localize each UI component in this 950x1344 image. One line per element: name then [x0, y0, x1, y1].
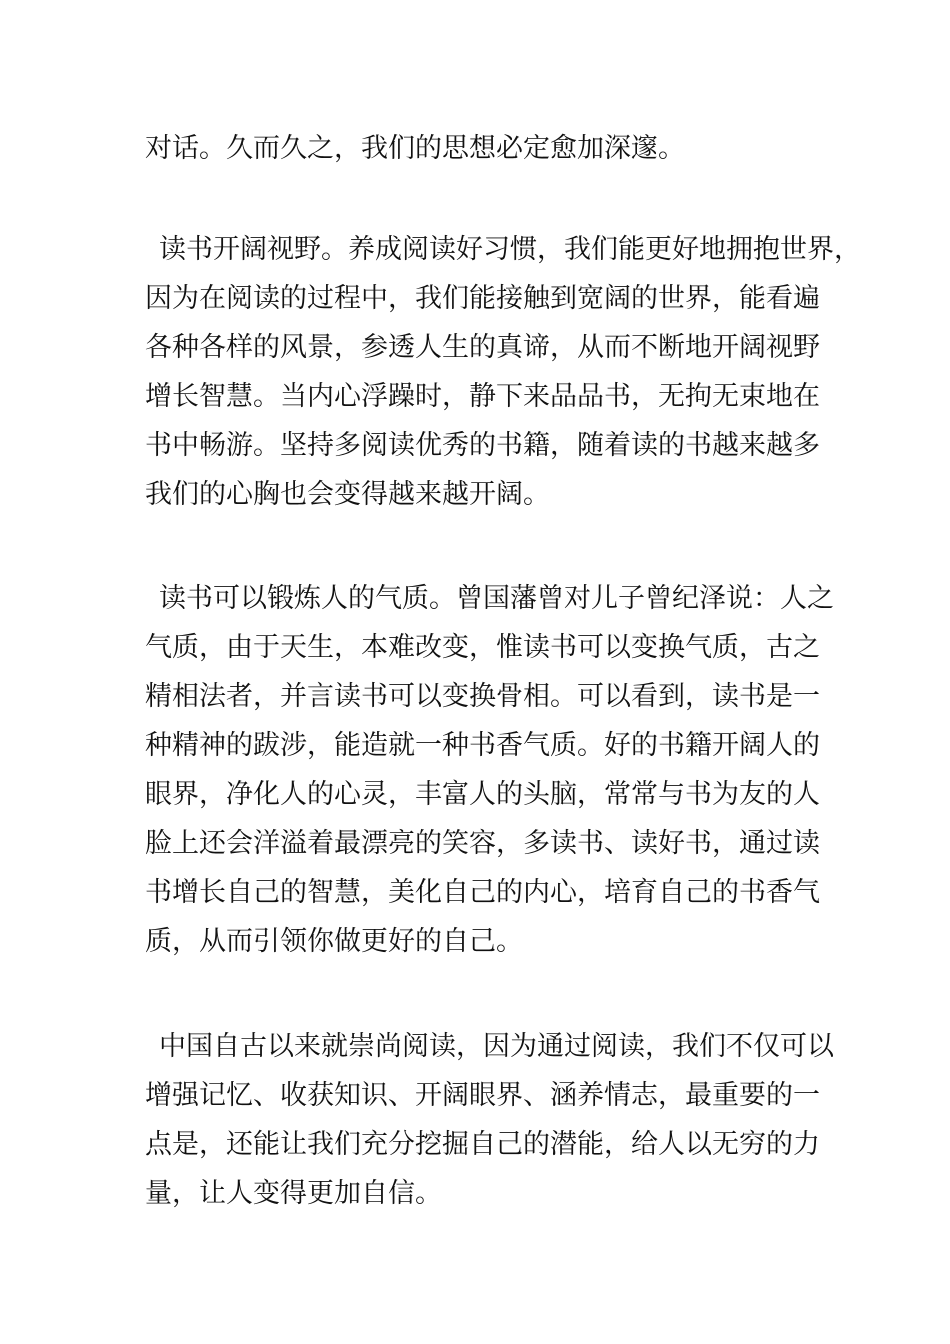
paragraph-line: 眼界，净化人的心灵，丰富人的头脑，常常与书为友的人 — [145, 779, 820, 810]
paragraph-line: 中国自古以来就崇尚阅读，因为通过阅读，我们不仅可以 — [159, 1031, 834, 1062]
paragraph-china-values-reading — [0, 1022, 950, 1218]
paragraph-line: 精相法者，并言读书可以变换骨相。可以看到，读书是一 — [145, 681, 820, 712]
paragraph-line: 各种各样的风景，参透人生的真谛，从而不断地开阔视野 — [145, 332, 820, 363]
paragraph-line: 因为在阅读的过程中，我们能接触到宽阔的世界，能看遍 — [145, 283, 820, 314]
paragraph-line: 书增长自己的智慧，美化自己的内心，培育自己的书香气 — [145, 877, 820, 908]
paragraph-line: 质，从而引领你做更好的自己。 — [145, 926, 523, 957]
paragraph-line: 读书开阔视野。养成阅读好习惯，我们能更好地拥抱世界， — [159, 234, 861, 265]
paragraph-line: 量，让人变得更加自信。 — [145, 1178, 442, 1209]
paragraph-line: 脸上还会洋溢着最漂亮的笑容，多读书、读好书，通过读 — [145, 828, 820, 859]
paragraph-reading-broadens-horizons — [0, 225, 950, 519]
paragraph-reading-cultivates-temperament — [0, 574, 950, 966]
paragraph-line: 种精神的跋涉，能造就一种书香气质。好的书籍开阔人的 — [145, 730, 820, 761]
paragraph-line: 我们的心胸也会变得越来越开阔。 — [145, 479, 550, 510]
paragraph-line: 对话。久而久之，我们的思想必定愈加深邃。 — [145, 133, 685, 164]
paragraph-line: 读书可以锻炼人的气质。曾国藩曾对儿子曾纪泽说：人之 — [159, 583, 834, 614]
paragraph-line: 增长智慧。当内心浮躁时，静下来品品书，无拘无束地在 — [145, 381, 820, 412]
paragraph-line: 书中畅游。坚持多阅读优秀的书籍，随着读的书越来越多 — [145, 430, 820, 461]
paragraph-line: 点是，还能让我们充分挖掘自己的潜能，给人以无穷的力 — [145, 1129, 820, 1160]
paragraph-line: 增强记忆、收获知识、开阔眼界、涵养情志，最重要的一 — [145, 1080, 820, 1111]
paragraph-continuation — [0, 124, 950, 173]
paragraph-line: 气质，由于天生，本难改变，惟读书可以变换气质，古之 — [145, 632, 820, 663]
